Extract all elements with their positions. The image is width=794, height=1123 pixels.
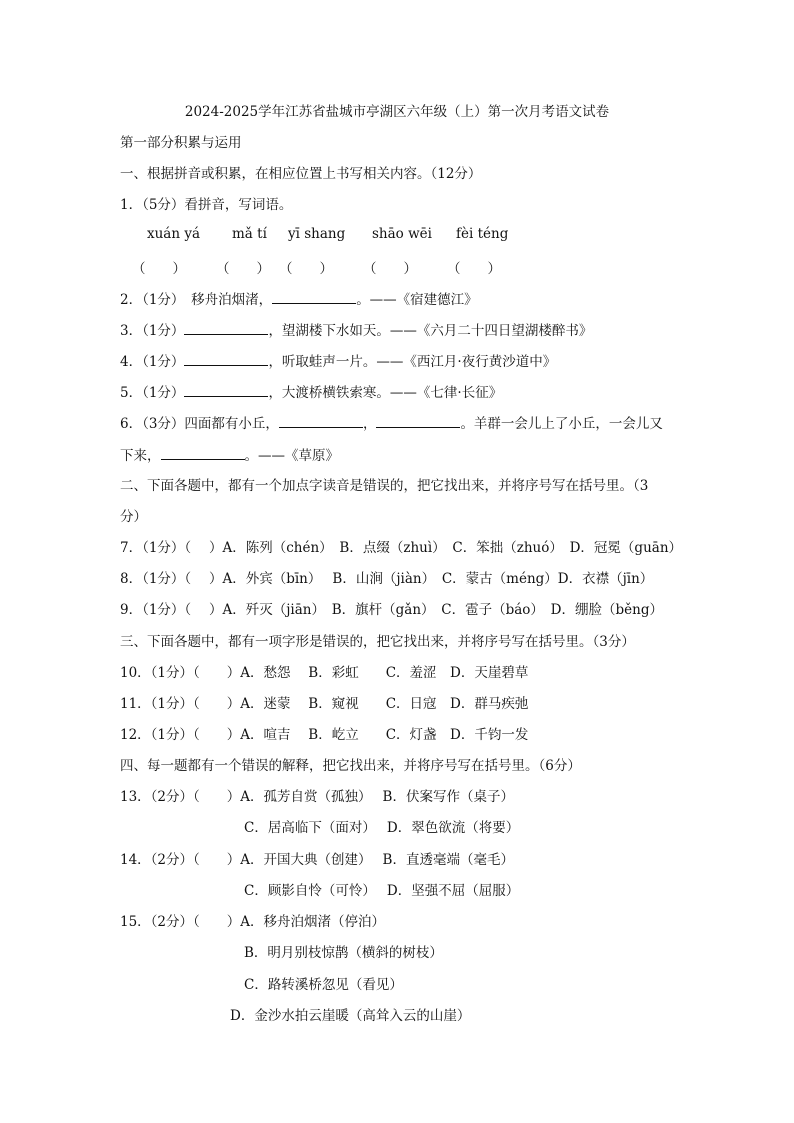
question-11: 11．（1分）（ ）A．迷蒙 B．窥视 C．日寇 D．群马疾弛 bbox=[120, 696, 529, 712]
answer-blank[interactable] bbox=[161, 445, 245, 460]
question-2: 2．（1分） 移舟泊烟渚， 。——《宿建德江》 bbox=[120, 289, 478, 310]
answer-blank[interactable] bbox=[279, 413, 363, 428]
answer-paren-2[interactable]: （ ） bbox=[216, 261, 270, 277]
question-8: 8．（1分）（ ）A．外宾（bīn） B．山涧（jiàn） C．蒙古（méng）D．衣襟（jīn） bbox=[120, 571, 654, 587]
answer-blank[interactable] bbox=[184, 320, 268, 335]
pinyin-1: xuán yá bbox=[147, 226, 201, 242]
section-4-heading: 四、每一题都有一个错误的解释，把它找出来，并将序号写在括号里。（6分） bbox=[120, 758, 581, 774]
answer-paren-4[interactable]: （ ） bbox=[363, 261, 417, 277]
question-15-option-b: B．明月别枝惊鹊（横斜的树枝） bbox=[244, 945, 443, 961]
question-4: 4．（1分） ，听取蛙声一片。——《西江月·夜行黄沙道中》 bbox=[120, 351, 556, 372]
question-13-options: C．居高临下（面对） D．翠色欲流（将要） bbox=[244, 820, 520, 836]
answer-blank[interactable] bbox=[272, 289, 356, 304]
answer-paren-1[interactable]: （ ） bbox=[132, 261, 186, 277]
question-6-continued: 下来， 。——《草原》 bbox=[120, 445, 339, 466]
answer-paren-5[interactable]: （ ） bbox=[447, 261, 501, 277]
section-2-heading: 二、下面各题中，都有一个加点字读音是错误的，把它找出来，并将序号写在括号里。（3 bbox=[120, 478, 649, 494]
section-3-heading: 三、下面各题中，都有一项字形是错误的，把它找出来，并将序号写在括号里。（3分） bbox=[120, 634, 635, 650]
question-3: 3．（1分） ，望湖楼下水如天。——《六月二十四日望湖楼醉书》 bbox=[120, 320, 592, 341]
pinyin-3: yī shang bbox=[288, 226, 346, 242]
section-1-heading: 一、根据拼音或积累，在相应位置上书写相关内容。（12分） bbox=[120, 166, 482, 182]
question-7: 7．（1分）（ ）A．陈列（chén） B．点缀（zhuì） C．笨拙（zhuó） D．冠冕（guān） bbox=[120, 540, 683, 556]
question-13: 13．（2分）（ ）A．孤芳自赏（孤独） B．伏案写作（桌子） bbox=[120, 789, 514, 805]
question-15-option-c: C．路转溪桥忽见（看见） bbox=[244, 977, 403, 993]
question-9: 9．（1分）（ ）A．歼灭（jiān） B．旗杆（gǎn） C．雹子（báo） D．绷脸（běng） bbox=[120, 602, 663, 618]
section-2-heading-cont: 分） bbox=[120, 509, 147, 525]
question-1: 1．（5分）看拼音，写词语。 bbox=[120, 197, 293, 213]
pinyin-5: fèi téng bbox=[456, 226, 509, 242]
question-12: 12．（1分）（ ）A．喧吉 B．屹立 C．灯盏 D．千钧一发 bbox=[120, 727, 529, 743]
pinyin-2: mǎ tí bbox=[232, 226, 267, 242]
question-14-options: C．顾影自怜（可怜） D．坚强不屈（屈服） bbox=[244, 883, 520, 899]
answer-paren-3[interactable]: （ ） bbox=[279, 261, 333, 277]
question-15-option-d: D．金沙水拍云崖暖（高耸入云的山崖） bbox=[230, 1008, 471, 1024]
answer-blank[interactable] bbox=[184, 382, 268, 397]
question-5: 5．（1分） ，大渡桥横铁索寒。——《七律·长征》 bbox=[120, 382, 502, 403]
answer-blank[interactable] bbox=[184, 351, 268, 366]
part-heading: 第一部分积累与运用 bbox=[120, 135, 242, 151]
question-6: 6．（3分）四面都有小丘， ， 。羊群一会儿上了小丘，一会儿又 bbox=[120, 413, 663, 434]
question-15: 15．（2分）（ ）A．移舟泊烟渚（停泊） bbox=[120, 914, 386, 930]
question-10: 10．（1分）（ ）A．愁怨 B．彩虹 C．羞涩 D．天崖碧草 bbox=[120, 665, 529, 681]
pinyin-4: shāo wēi bbox=[372, 226, 432, 242]
page-title: 2024-2025学年江苏省盐城市亭湖区六年级（上）第一次月考语文试卷 bbox=[184, 104, 610, 120]
question-14: 14．（2分）（ ）A．开国大典（创建） B．直透毫端（毫毛） bbox=[120, 852, 514, 868]
answer-blank[interactable] bbox=[376, 413, 460, 428]
